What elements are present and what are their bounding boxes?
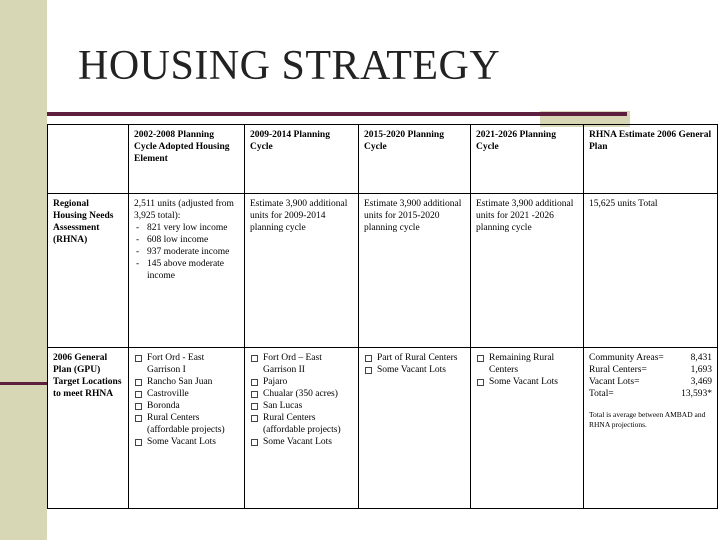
rhna-2021-2026-cell: Estimate 3,900 additional units for 2021 -2026 planning cycle bbox=[471, 194, 584, 348]
rhna-estimate-cell: 15,625 units Total bbox=[584, 194, 718, 348]
rhna-income-list bbox=[134, 222, 239, 282]
list-item: San Lucas bbox=[250, 400, 353, 412]
gpu-2021-2026-cell bbox=[471, 348, 584, 509]
table-row-rhna bbox=[48, 194, 718, 348]
list-item: Some Vacant Lots bbox=[134, 436, 239, 448]
estimate-footnote: Total is average between AMBAD and RHNA projections. bbox=[589, 410, 706, 429]
list-item: Some Vacant Lots bbox=[250, 436, 353, 448]
housing-strategy-table bbox=[47, 124, 718, 509]
estimate-value: 8,431 bbox=[690, 353, 712, 363]
header-2015-2020: 2015-2020 Planning Cycle bbox=[359, 125, 471, 194]
left-accent-line bbox=[0, 382, 47, 385]
list-item: Fort Ord – East Garrison II bbox=[250, 352, 353, 376]
list-item: Chualar (350 acres) bbox=[250, 388, 353, 400]
gpu-2015-2020-list bbox=[364, 352, 465, 376]
list-item: - 937 moderate income bbox=[134, 246, 239, 258]
gpu-estimate-cell bbox=[584, 348, 718, 509]
estimate-label: Vacant Lots= bbox=[589, 377, 640, 387]
list-item: - 145 above moderate income bbox=[134, 258, 239, 282]
list-item: Rancho San Juan bbox=[134, 376, 239, 388]
rhna-2009-2014-cell: Estimate 3,900 additional units for 2009-2014 planning cycle bbox=[245, 194, 359, 348]
left-accent-band bbox=[0, 0, 47, 540]
estimate-row-community-areas bbox=[589, 352, 712, 364]
gpu-2002-2008-cell bbox=[129, 348, 245, 509]
table-header-row bbox=[48, 125, 718, 194]
estimate-label: Rural Centers= bbox=[589, 365, 647, 375]
estimate-value: 13,593* bbox=[681, 389, 712, 399]
estimate-row-vacant-lots bbox=[589, 376, 712, 388]
list-item: Some Vacant Lots bbox=[364, 364, 465, 376]
list-item: Pajaro bbox=[250, 376, 353, 388]
page-title: HOUSING STRATEGY bbox=[78, 43, 501, 89]
rhna-2002-2008-cell bbox=[129, 194, 245, 348]
row-label-gpu: 2006 General Plan (GPU) Target Locations to meet RHNA bbox=[48, 348, 129, 509]
list-item: Boronda bbox=[134, 400, 239, 412]
row-label-rhna: Regional Housing Needs Assessment (RHNA) bbox=[48, 194, 129, 348]
estimate-value: 3,469 bbox=[690, 377, 712, 387]
header-rhna-estimate: RHNA Estimate 2006 General Plan bbox=[584, 125, 718, 194]
header-corner-cell bbox=[48, 125, 129, 194]
gpu-2015-2020-cell bbox=[359, 348, 471, 509]
estimate-value: 1,693 bbox=[690, 365, 712, 375]
title-underline bbox=[47, 112, 627, 116]
estimate-row-total bbox=[589, 388, 712, 400]
estimate-label: Total= bbox=[589, 389, 614, 399]
list-item: Rural Centers (affordable projects) bbox=[250, 412, 353, 436]
header-2009-2014: 2009-2014 Planning Cycle bbox=[245, 125, 359, 194]
list-item: Remaining Rural Centers bbox=[476, 352, 578, 376]
gpu-2009-2014-list bbox=[250, 352, 353, 448]
list-item: Castroville bbox=[134, 388, 239, 400]
header-2021-2026: 2021-2026 Planning Cycle bbox=[471, 125, 584, 194]
list-item: - 608 low income bbox=[134, 234, 239, 246]
estimate-label: Community Areas= bbox=[589, 353, 664, 363]
list-item: Rural Centers (affordable projects) bbox=[134, 412, 239, 436]
gpu-2002-2008-list bbox=[134, 352, 239, 448]
gpu-2009-2014-cell bbox=[245, 348, 359, 509]
header-2002-2008: 2002-2008 Planning Cycle Adopted Housing Element bbox=[129, 125, 245, 194]
table-row-gpu bbox=[48, 348, 718, 509]
estimate-row-rural-centers bbox=[589, 364, 712, 376]
gpu-2021-2026-list bbox=[476, 352, 578, 388]
rhna-2015-2020-cell: Estimate 3,900 additional units for 2015-2020 planning cycle bbox=[359, 194, 471, 348]
list-item: Part of Rural Centers bbox=[364, 352, 465, 364]
list-item: Fort Ord - East Garrison I bbox=[134, 352, 239, 376]
list-item: - 821 very low income bbox=[134, 222, 239, 234]
rhna-2002-2008-intro: 2,511 units (adjusted from 3,925 total): bbox=[134, 199, 234, 221]
list-item: Some Vacant Lots bbox=[476, 376, 578, 388]
